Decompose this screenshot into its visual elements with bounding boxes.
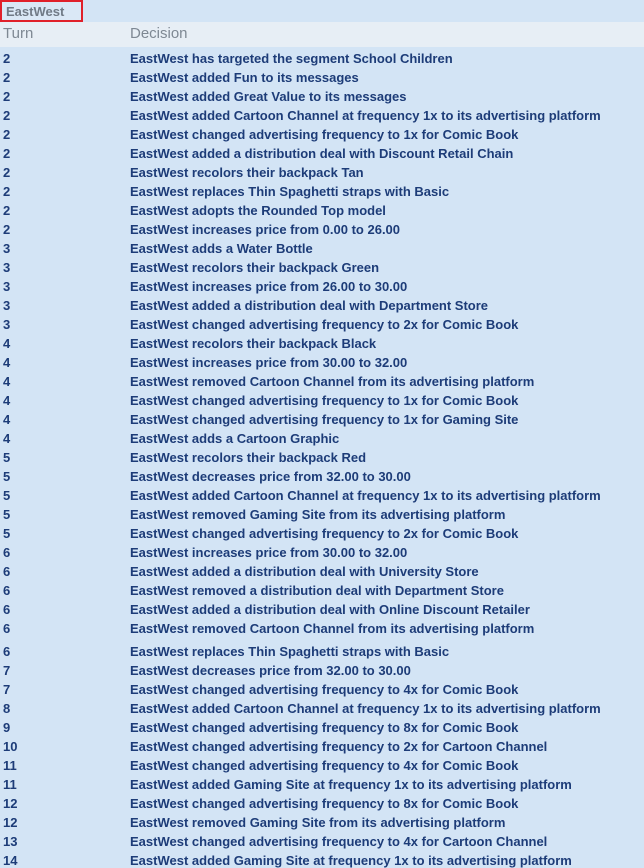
table-row bbox=[0, 410, 644, 429]
turn-cell: 6 bbox=[3, 583, 11, 598]
table-row bbox=[0, 163, 644, 182]
decision-cell: EastWest increases price from 30.00 to 32.00 bbox=[130, 545, 408, 560]
turn-cell: 2 bbox=[3, 203, 11, 218]
turn-cell: 2 bbox=[3, 127, 11, 142]
turn-cell: 11 bbox=[3, 758, 17, 773]
turn-cell: 8 bbox=[3, 701, 11, 716]
turn-cell: 5 bbox=[3, 507, 11, 522]
decision-cell: EastWest changed advertising frequency to 2x for Comic Book bbox=[130, 526, 519, 541]
table-row bbox=[0, 775, 644, 794]
decision-cell: EastWest added a distribution deal with University Store bbox=[130, 564, 479, 579]
decision-cell: EastWest removed Gaming Site from its advertising platform bbox=[130, 507, 506, 522]
turn-cell: 5 bbox=[3, 488, 11, 503]
table-row bbox=[0, 543, 644, 562]
table-row bbox=[0, 144, 644, 163]
table-row bbox=[0, 125, 644, 144]
decision-cell: EastWest replaces Thin Spaghetti straps with Basic bbox=[130, 644, 450, 659]
decision-cell: EastWest increases price from 26.00 to 30.00 bbox=[130, 279, 408, 294]
turn-cell: 4 bbox=[3, 393, 11, 408]
turn-cell: 4 bbox=[3, 374, 11, 389]
table-row bbox=[0, 182, 644, 201]
table-row bbox=[0, 277, 644, 296]
table-row bbox=[0, 524, 644, 543]
table-row bbox=[0, 505, 644, 524]
decision-cell: EastWest removed Gaming Site from its advertising platform bbox=[130, 815, 506, 830]
turn-cell: 13 bbox=[3, 834, 18, 849]
table-row bbox=[0, 619, 644, 638]
table-row bbox=[0, 68, 644, 87]
table-row bbox=[0, 851, 644, 868]
decision-cell: EastWest added a distribution deal with Online Discount Retailer bbox=[130, 602, 530, 617]
decision-cell: EastWest removed Cartoon Channel from its advertising platform bbox=[130, 621, 535, 636]
turn-cell: 2 bbox=[3, 222, 11, 237]
decision-cell: EastWest added Great Value to its messages bbox=[130, 89, 407, 104]
table-row bbox=[0, 391, 644, 410]
panel-title: EastWest bbox=[6, 4, 65, 19]
decision-cell: EastWest changed advertising frequency to 4x for Comic Book bbox=[130, 758, 519, 773]
table-row bbox=[0, 87, 644, 106]
turn-cell: 2 bbox=[3, 51, 11, 66]
decision-cell: EastWest added Cartoon Channel at frequency 1x to its advertising platform bbox=[130, 488, 601, 503]
decision-cell: EastWest removed a distribution deal with Department Store bbox=[130, 583, 504, 598]
table-row bbox=[0, 718, 644, 737]
decision-cell: EastWest changed advertising frequency to 1x for Gaming Site bbox=[130, 412, 519, 427]
turn-cell: 4 bbox=[3, 412, 11, 427]
decision-cell: EastWest changed advertising frequency to 2x for Cartoon Channel bbox=[130, 739, 548, 754]
decision-cell: EastWest recolors their backpack Red bbox=[130, 450, 367, 465]
table-row bbox=[0, 296, 644, 315]
decision-cell: EastWest added Gaming Site at frequency 1x to its advertising platform bbox=[130, 777, 572, 792]
decision-cell: EastWest changed advertising frequency to 4x for Comic Book bbox=[130, 682, 519, 697]
table-row bbox=[0, 486, 644, 505]
table-row bbox=[0, 201, 644, 220]
table-row bbox=[0, 239, 644, 258]
turn-cell: 2 bbox=[3, 108, 11, 123]
decision-cell: EastWest changed advertising frequency to 4x for Cartoon Channel bbox=[130, 834, 548, 849]
decision-column-header: Decision bbox=[130, 25, 188, 42]
decision-cell: EastWest adds a Water Bottle bbox=[130, 241, 313, 256]
table-row bbox=[0, 699, 644, 718]
turn-cell: 4 bbox=[3, 336, 11, 351]
table-row bbox=[0, 737, 644, 756]
turn-cell: 2 bbox=[3, 165, 11, 180]
turn-cell: 2 bbox=[3, 184, 11, 199]
table-row bbox=[0, 448, 644, 467]
turn-cell: 2 bbox=[3, 146, 11, 161]
turn-cell: 12 bbox=[3, 815, 18, 830]
table-row bbox=[0, 220, 644, 239]
table-row bbox=[0, 600, 644, 619]
turn-cell: 3 bbox=[3, 317, 11, 332]
decision-cell: EastWest replaces Thin Spaghetti straps with Basic bbox=[130, 184, 450, 199]
table-row bbox=[0, 562, 644, 581]
table-row bbox=[0, 467, 644, 486]
table-row bbox=[0, 106, 644, 125]
turn-cell: 2 bbox=[3, 70, 11, 85]
turn-column-header: Turn bbox=[3, 25, 34, 42]
table-row bbox=[0, 661, 644, 680]
decision-cell: EastWest recolors their backpack Green bbox=[130, 260, 380, 275]
decision-cell: EastWest changed advertising frequency to 8x for Comic Book bbox=[130, 720, 519, 735]
table-row bbox=[0, 49, 644, 68]
decision-cell: EastWest added a distribution deal with Department Store bbox=[130, 298, 489, 313]
table-row bbox=[0, 680, 644, 699]
decision-cell: EastWest changed advertising frequency to 8x for Comic Book bbox=[130, 796, 519, 811]
decision-cell: EastWest changed advertising frequency to 1x for Comic Book bbox=[130, 393, 519, 408]
decision-cell: EastWest adopts the Rounded Top model bbox=[130, 203, 386, 218]
table-row bbox=[0, 315, 644, 334]
turn-cell: 5 bbox=[3, 469, 11, 484]
turn-cell: 9 bbox=[3, 720, 11, 735]
turn-cell: 4 bbox=[3, 431, 11, 446]
table-header bbox=[0, 22, 644, 47]
table-row bbox=[0, 813, 644, 832]
turn-cell: 3 bbox=[3, 260, 11, 275]
panel-title-tab[interactable] bbox=[0, 0, 83, 22]
turn-cell: 4 bbox=[3, 355, 11, 370]
turn-cell: 5 bbox=[3, 450, 11, 465]
table-row bbox=[0, 756, 644, 775]
turn-cell: 7 bbox=[3, 682, 11, 697]
turn-cell: 6 bbox=[3, 545, 11, 560]
table-row bbox=[0, 334, 644, 353]
turn-cell: 10 bbox=[3, 739, 18, 754]
turn-cell: 14 bbox=[3, 853, 18, 868]
decision-cell: EastWest added Gaming Site at frequency 1x to its advertising platform bbox=[130, 853, 572, 868]
decision-cell: EastWest changed advertising frequency to 2x for Comic Book bbox=[130, 317, 519, 332]
turn-cell: 3 bbox=[3, 241, 11, 256]
turn-cell: 2 bbox=[3, 89, 11, 104]
decision-cell: EastWest added a distribution deal with Discount Retail Chain bbox=[130, 146, 514, 161]
decision-cell: EastWest changed advertising frequency to 1x for Comic Book bbox=[130, 127, 519, 142]
decision-cell: EastWest increases price from 0.00 to 26.00 bbox=[130, 222, 401, 237]
decision-cell: EastWest recolors their backpack Tan bbox=[130, 165, 364, 180]
table-row bbox=[0, 429, 644, 448]
table-row bbox=[0, 581, 644, 600]
turn-cell: 6 bbox=[3, 621, 11, 636]
turn-cell: 3 bbox=[3, 298, 11, 313]
decision-cell: EastWest decreases price from 32.00 to 30.00 bbox=[130, 663, 411, 678]
turn-cell: 3 bbox=[3, 279, 11, 294]
table-row bbox=[0, 832, 644, 851]
turn-cell: 12 bbox=[3, 796, 18, 811]
table-row bbox=[0, 353, 644, 372]
table-row bbox=[0, 372, 644, 391]
decision-cell: EastWest increases price from 30.00 to 32.00 bbox=[130, 355, 408, 370]
decision-cell: EastWest has targeted the segment School Children bbox=[130, 51, 453, 66]
turn-cell: 6 bbox=[3, 602, 11, 617]
table-row bbox=[0, 258, 644, 277]
table-row bbox=[0, 642, 644, 661]
decision-cell: EastWest added Fun to its messages bbox=[130, 70, 359, 85]
decision-cell: EastWest removed Cartoon Channel from its advertising platform bbox=[130, 374, 535, 389]
decision-cell: EastWest added Cartoon Channel at frequency 1x to its advertising platform bbox=[130, 701, 601, 716]
turn-cell: 6 bbox=[3, 644, 11, 659]
decision-cell: EastWest decreases price from 32.00 to 30.00 bbox=[130, 469, 411, 484]
decision-cell: EastWest adds a Cartoon Graphic bbox=[130, 431, 340, 446]
decision-table-body bbox=[0, 49, 644, 868]
turn-cell: 5 bbox=[3, 526, 11, 541]
table-row bbox=[0, 794, 644, 813]
decision-cell: EastWest added Cartoon Channel at frequency 1x to its advertising platform bbox=[130, 108, 601, 123]
turn-cell: 6 bbox=[3, 564, 11, 579]
decision-cell: EastWest recolors their backpack Black bbox=[130, 336, 377, 351]
panel-title-bar bbox=[0, 0, 644, 22]
turn-cell: 7 bbox=[3, 663, 11, 678]
turn-cell: 11 bbox=[3, 777, 17, 792]
